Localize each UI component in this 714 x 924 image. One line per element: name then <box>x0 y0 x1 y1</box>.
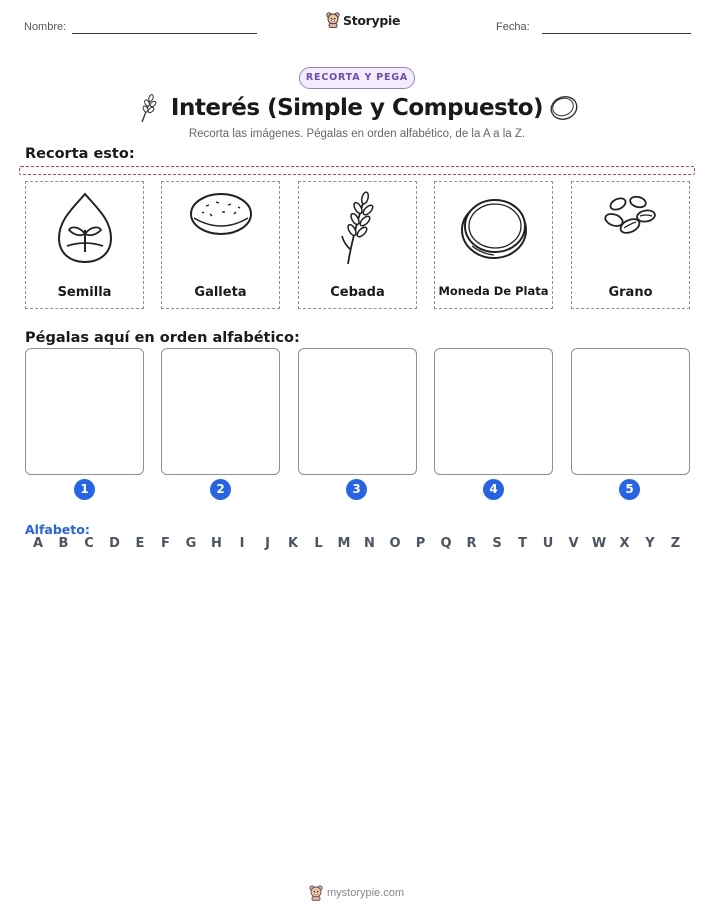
position-number: 5 <box>619 479 640 500</box>
paste-box[interactable] <box>298 348 417 475</box>
card-label: Cebada <box>330 285 385 300</box>
alphabet-letter: F <box>161 536 170 551</box>
alphabet-letter: N <box>364 536 375 551</box>
grain-icon <box>600 192 662 240</box>
title-row <box>0 92 714 126</box>
position-number: 3 <box>346 479 367 500</box>
alphabet-letter: G <box>185 536 197 551</box>
seed-icon <box>53 190 117 266</box>
position-number: 1 <box>74 479 95 500</box>
bear-mascot-icon <box>309 885 323 901</box>
alphabet-letter: A <box>32 536 44 551</box>
bear-mascot-icon <box>326 12 340 28</box>
alphabet-label: Alfabeto: <box>25 522 90 537</box>
alphabet-row <box>25 536 689 554</box>
silver-coin-icon <box>458 194 530 262</box>
alphabet-letter: T <box>518 536 527 551</box>
paste-box[interactable] <box>161 348 280 475</box>
alphabet-letter: L <box>314 536 323 551</box>
card-label: Moneda De Plata <box>438 284 549 298</box>
brand-name: Storypie <box>343 12 401 28</box>
card-label: Galleta <box>194 285 247 300</box>
coin-title-icon <box>548 93 580 123</box>
name-label: Nombre: <box>24 21 67 33</box>
alphabet-letter: K <box>287 536 299 551</box>
position-number: 2 <box>210 479 231 500</box>
paste-box[interactable] <box>25 348 144 475</box>
paste-box[interactable] <box>571 348 690 475</box>
alphabet-letter: C <box>84 536 94 551</box>
card-label: Semilla <box>57 285 112 300</box>
cutout-card[interactable] <box>25 181 144 309</box>
alphabet-letter: O <box>389 536 401 551</box>
card-label: Grano <box>608 285 653 300</box>
footer <box>309 885 404 901</box>
cookie-icon <box>188 190 254 238</box>
paste-heading: Pégalas aquí en orden alfabético: <box>25 330 300 346</box>
instructions: Recorta las imágenes. Pégalas en orden alfabético, de la A a la Z. <box>188 128 526 140</box>
alphabet-letter: R <box>466 536 477 551</box>
alphabet-letter: X <box>619 536 630 551</box>
alphabet-letter: E <box>135 536 145 551</box>
page-title: Interés (Simple y Compuesto) <box>170 95 544 121</box>
activity-type-badge: RECORTA Y PEGA <box>299 67 415 89</box>
name-field-line[interactable] <box>72 33 257 34</box>
alphabet-letter: W <box>591 536 607 551</box>
alphabet-letter: Y <box>645 536 655 551</box>
position-number: 4 <box>483 479 504 500</box>
alphabet-letter: H <box>211 536 222 551</box>
cutout-card[interactable] <box>298 181 417 309</box>
brand-logo <box>326 12 400 28</box>
alphabet-letter: J <box>265 536 270 551</box>
footer-url[interactable]: mystorypie.com <box>327 887 405 899</box>
alphabet-letter: M <box>337 536 351 551</box>
cutout-card[interactable] <box>161 181 280 309</box>
alphabet-letter: P <box>415 536 426 551</box>
alphabet-letter: U <box>542 536 554 551</box>
cutout-card[interactable] <box>571 181 690 309</box>
alphabet-letter: D <box>109 536 120 551</box>
alphabet-letter: S <box>492 536 502 551</box>
alphabet-letter: Z <box>670 536 681 551</box>
barley-icon <box>338 190 378 266</box>
paste-box[interactable] <box>434 348 553 475</box>
alphabet-letter: B <box>58 536 69 551</box>
cutout-card[interactable] <box>434 181 553 309</box>
date-field-line[interactable] <box>542 33 691 34</box>
cut-line <box>19 166 695 175</box>
alphabet-letter: Q <box>440 536 452 551</box>
alphabet-letter: V <box>568 536 579 551</box>
date-label: Fecha: <box>496 21 530 33</box>
cut-heading: Recorta esto: <box>25 146 135 162</box>
alphabet-letter: I <box>239 536 245 551</box>
